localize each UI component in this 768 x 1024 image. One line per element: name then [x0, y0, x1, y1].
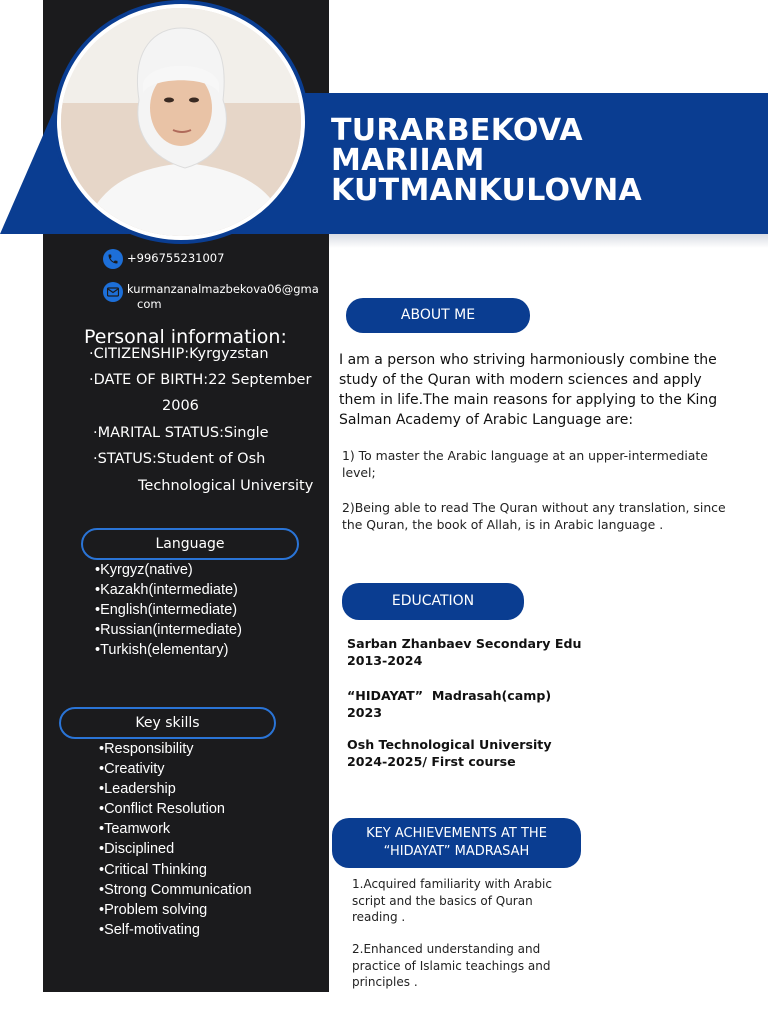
name-line-2: MARIIAM: [331, 143, 485, 178]
skills-heading: Key skills: [59, 707, 276, 739]
skill-item: •Disciplined: [99, 841, 175, 858]
education-heading: EDUCATION: [342, 583, 524, 620]
banner-shadow: [329, 234, 768, 248]
skill-item: •Strong Communication: [99, 881, 252, 898]
language-item: •Russian(intermediate): [95, 622, 242, 639]
personal-info-title: Personal information:: [84, 326, 287, 348]
language-list: [95, 560, 242, 660]
achievements-heading: [332, 818, 581, 868]
dob-line-1: ·DATE OF BIRTH:22 September: [89, 372, 312, 388]
achievement-item-2: 2.Enhanced understanding and practice of Islamic teachings and principles .: [352, 942, 551, 989]
education-name: Osh Technological University: [347, 737, 552, 752]
achievement-item-1: 1.Acquired familiarity with Arabic script and the basics of Quran reading .: [352, 877, 552, 924]
name-line-1: TURARBEKOVA: [331, 113, 583, 148]
education-entry: [347, 635, 581, 669]
skill-item: •Self-motivating: [99, 921, 200, 938]
skill-item: •Conflict Resolution: [99, 801, 225, 818]
contact-phone: [103, 249, 224, 269]
education-name: “HIDAYAT” Madrasah(camp): [347, 688, 552, 703]
skill-item: •Leadership: [99, 781, 176, 798]
email-line-1: kurmanzanalmazbekova06@gma: [127, 282, 319, 296]
email-address: [127, 282, 327, 312]
profile-photo-drawing: [61, 8, 301, 236]
email-line-2: com: [137, 297, 162, 311]
status-line-1: ·STATUS:Student of Osh: [93, 451, 266, 467]
education-entry: [347, 736, 552, 770]
education-years: 2024-2025/ First course: [347, 754, 516, 769]
language-item: •Turkish(elementary): [95, 642, 229, 659]
about-reason-2: 2)Being able to read The Quran without any translation, since the Quran, the book of Allah, is in Arabic language .: [342, 500, 726, 532]
skill-item: •Teamwork: [99, 821, 171, 838]
avatar: [53, 0, 309, 244]
contact-email: [103, 282, 327, 312]
phone-number: +996755231007: [127, 251, 225, 265]
skill-item: •Problem solving: [99, 901, 208, 918]
name-line-3: KUTMANKULOVNA: [331, 173, 642, 208]
about-intro: I am a person who striving harmoniously combine the study of the Quran with modern sciences and apply them in life.The main reasons for applying to the King Salman Academy of Arabic Language are:: [339, 352, 718, 428]
education-years: 2013-2024: [347, 653, 423, 668]
dob-line-2: 2006: [162, 398, 199, 414]
skill-item: •Creativity: [99, 761, 165, 778]
status-line-2: Technological University: [138, 478, 314, 494]
language-item: •English(intermediate): [95, 602, 238, 619]
achievements-title-line-1: KEY ACHIEVEMENTS AT THE: [366, 826, 547, 841]
citizenship: ·CITIZENSHIP:Kyrgyzstan: [89, 346, 269, 362]
phone-icon: [103, 249, 123, 269]
about-reason-1: 1) To master the Arabic language at an upper-intermediate level;: [342, 448, 708, 480]
skill-item: •Critical Thinking: [99, 861, 207, 878]
full-name: [331, 113, 761, 208]
language-heading: Language: [81, 528, 299, 560]
about-heading: ABOUT ME: [346, 298, 530, 333]
skill-item: •Responsibility: [99, 741, 194, 757]
skills-list: [99, 739, 252, 940]
achievements-title-line-2: “HIDAYAT” MADRASAH: [383, 844, 530, 859]
education-name: Sarban Zhanbaev Secondary Edu: [347, 636, 582, 651]
education-years: 2023: [347, 705, 383, 720]
education-entry: [347, 687, 551, 721]
marital-status: ·MARITAL STATUS:Single: [93, 425, 269, 441]
envelope-icon: [103, 282, 123, 302]
profile-photo: [61, 8, 301, 236]
language-item: •Kazakh(intermediate): [95, 582, 238, 599]
language-item: •Kyrgyz(native): [95, 562, 193, 578]
